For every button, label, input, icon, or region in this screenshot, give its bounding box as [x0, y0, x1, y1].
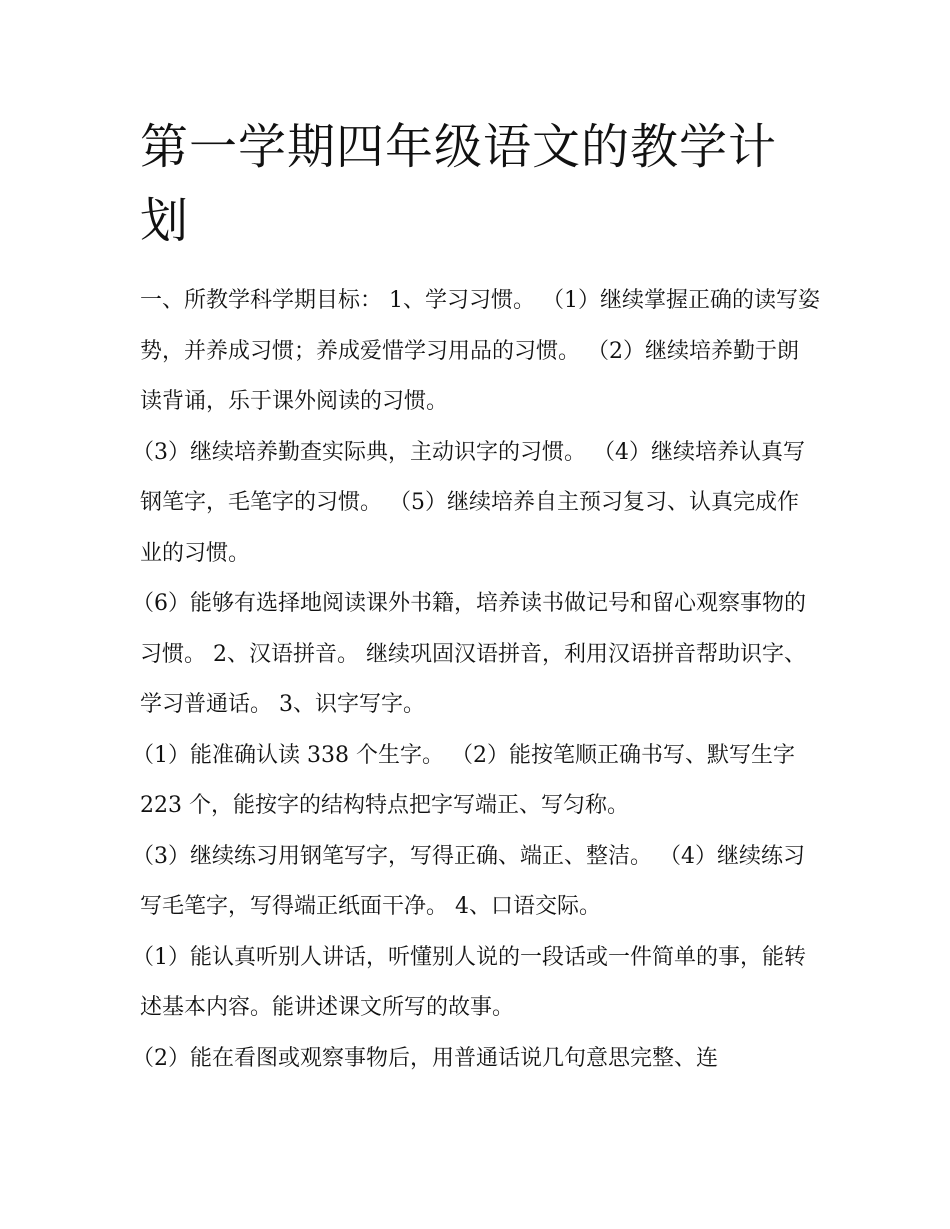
paragraph-characters-1-2: （1）能准确认读 338 个生字。 （2）能按笔顺正确书写、默写生字 223 个，能按字的结构特点把字写端正、写匀称。 — [132, 742, 795, 818]
paragraph-oral-2: （2）能在看图或观察事物后，用普通话说几句意思完整、连 — [132, 1045, 718, 1071]
paragraph-habits-3-5: （3）继续培养勤查实际典，主动识字的习惯。 （4）继续培养认真写钢笔字，毛笔字的习惯。 （5）继续培养自主预习复习、认真完成作业的习惯。 — [132, 439, 805, 566]
paragraph-habits-6-pinyin: （6）能够有选择地阅读课外书籍，培养读书做记号和留心观察事物的习惯。 2、汉语拼音。 继续巩固汉语拼音，利用汉语拼音帮助识字、学习普通话。 3、识字写字。 — [132, 591, 806, 717]
paragraph-writing-3-4: （3）继续练习用钢笔写字，写得正确、端正、整洁。 （4）继续练习写毛笔字，写得端正纸面干净。 4、口语交际。 — [132, 843, 805, 919]
paragraph-goals-habits: 一、所教学科学期目标： 1、学习习惯。 （1）继续掌握正确的读写姿势，并养成习惯；养成爱惜学习用品的习惯。 （2）继续培养勤于朗读背诵，乐于课外阅读的习惯。 — [140, 288, 820, 414]
paragraph-oral-1: （1）能认真听别人讲话，听懂别人说的一段话或一件简单的事，能转述基本内容。能讲述课文所写的故事。 — [132, 944, 806, 1020]
document-body — [132, 276, 820, 1084]
document-title: 第一学期四年级语文的教学计划 — [140, 119, 778, 249]
